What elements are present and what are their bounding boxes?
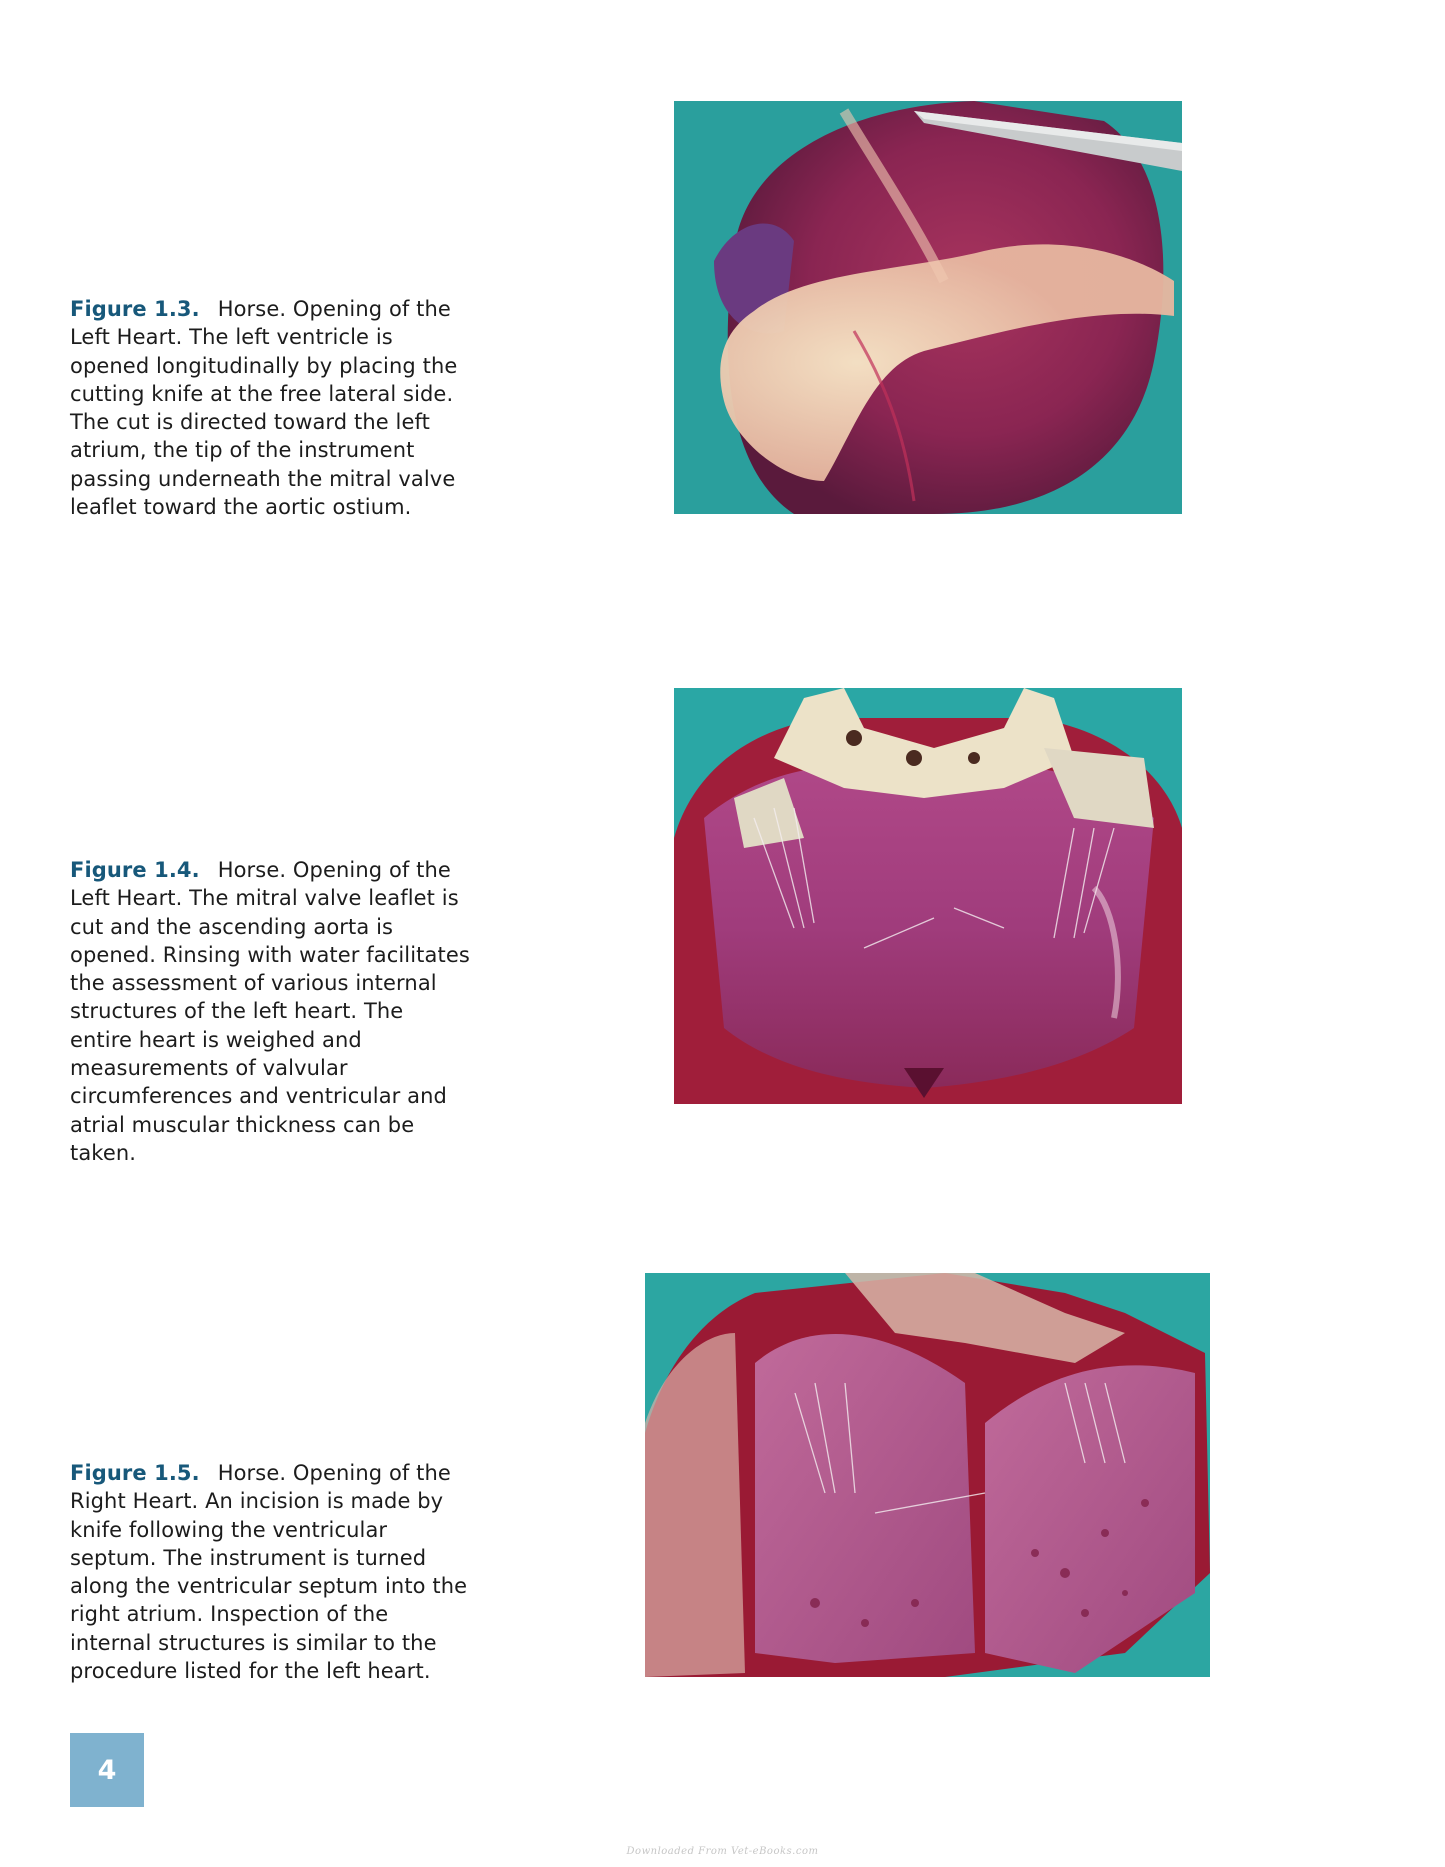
figure-label: Figure 1.5.: [70, 1461, 200, 1485]
figure-1-3-photo: [674, 101, 1182, 514]
figure-1-5-photo: [645, 1273, 1210, 1677]
download-footer: Downloaded From Vet-eBooks.com: [626, 1846, 819, 1857]
caption-text: Horse. Opening of the Right Heart. An incision is made by knife following the ventricular septum. The instrument is turned along the ventricular septum into the right atrium. Inspection of the internal structures is similar to the procedure listed for the left heart.: [70, 1461, 468, 1684]
figure-label: Figure 1.4.: [70, 858, 200, 882]
caption-text: Horse. Opening of the Left Heart. The left ventricle is opened longitudinally by placing the cutting knife at the free lateral side. The cut is directed toward the left atrium, the tip of the instrument passing underneath the mitral valve leaflet toward the aortic ostium.: [70, 297, 458, 520]
figure-1-4-caption: [70, 856, 470, 1167]
figure-1-4-photo: [674, 688, 1182, 1104]
caption-text: Horse. Opening of the Left Heart. The mitral valve leaflet is cut and the ascending aorta is opened. Rinsing with water facilitates the assessment of various internal structures of the left heart. The entire heart is weighed and measurements of valvular circumferences and ventricular and atrial muscular thickness can be taken.: [70, 858, 470, 1165]
figure-1-3-caption: [70, 295, 470, 521]
figure-label: Figure 1.3.: [70, 297, 200, 321]
figure-1-5-caption: [70, 1459, 470, 1685]
page-number: 4: [70, 1733, 144, 1807]
